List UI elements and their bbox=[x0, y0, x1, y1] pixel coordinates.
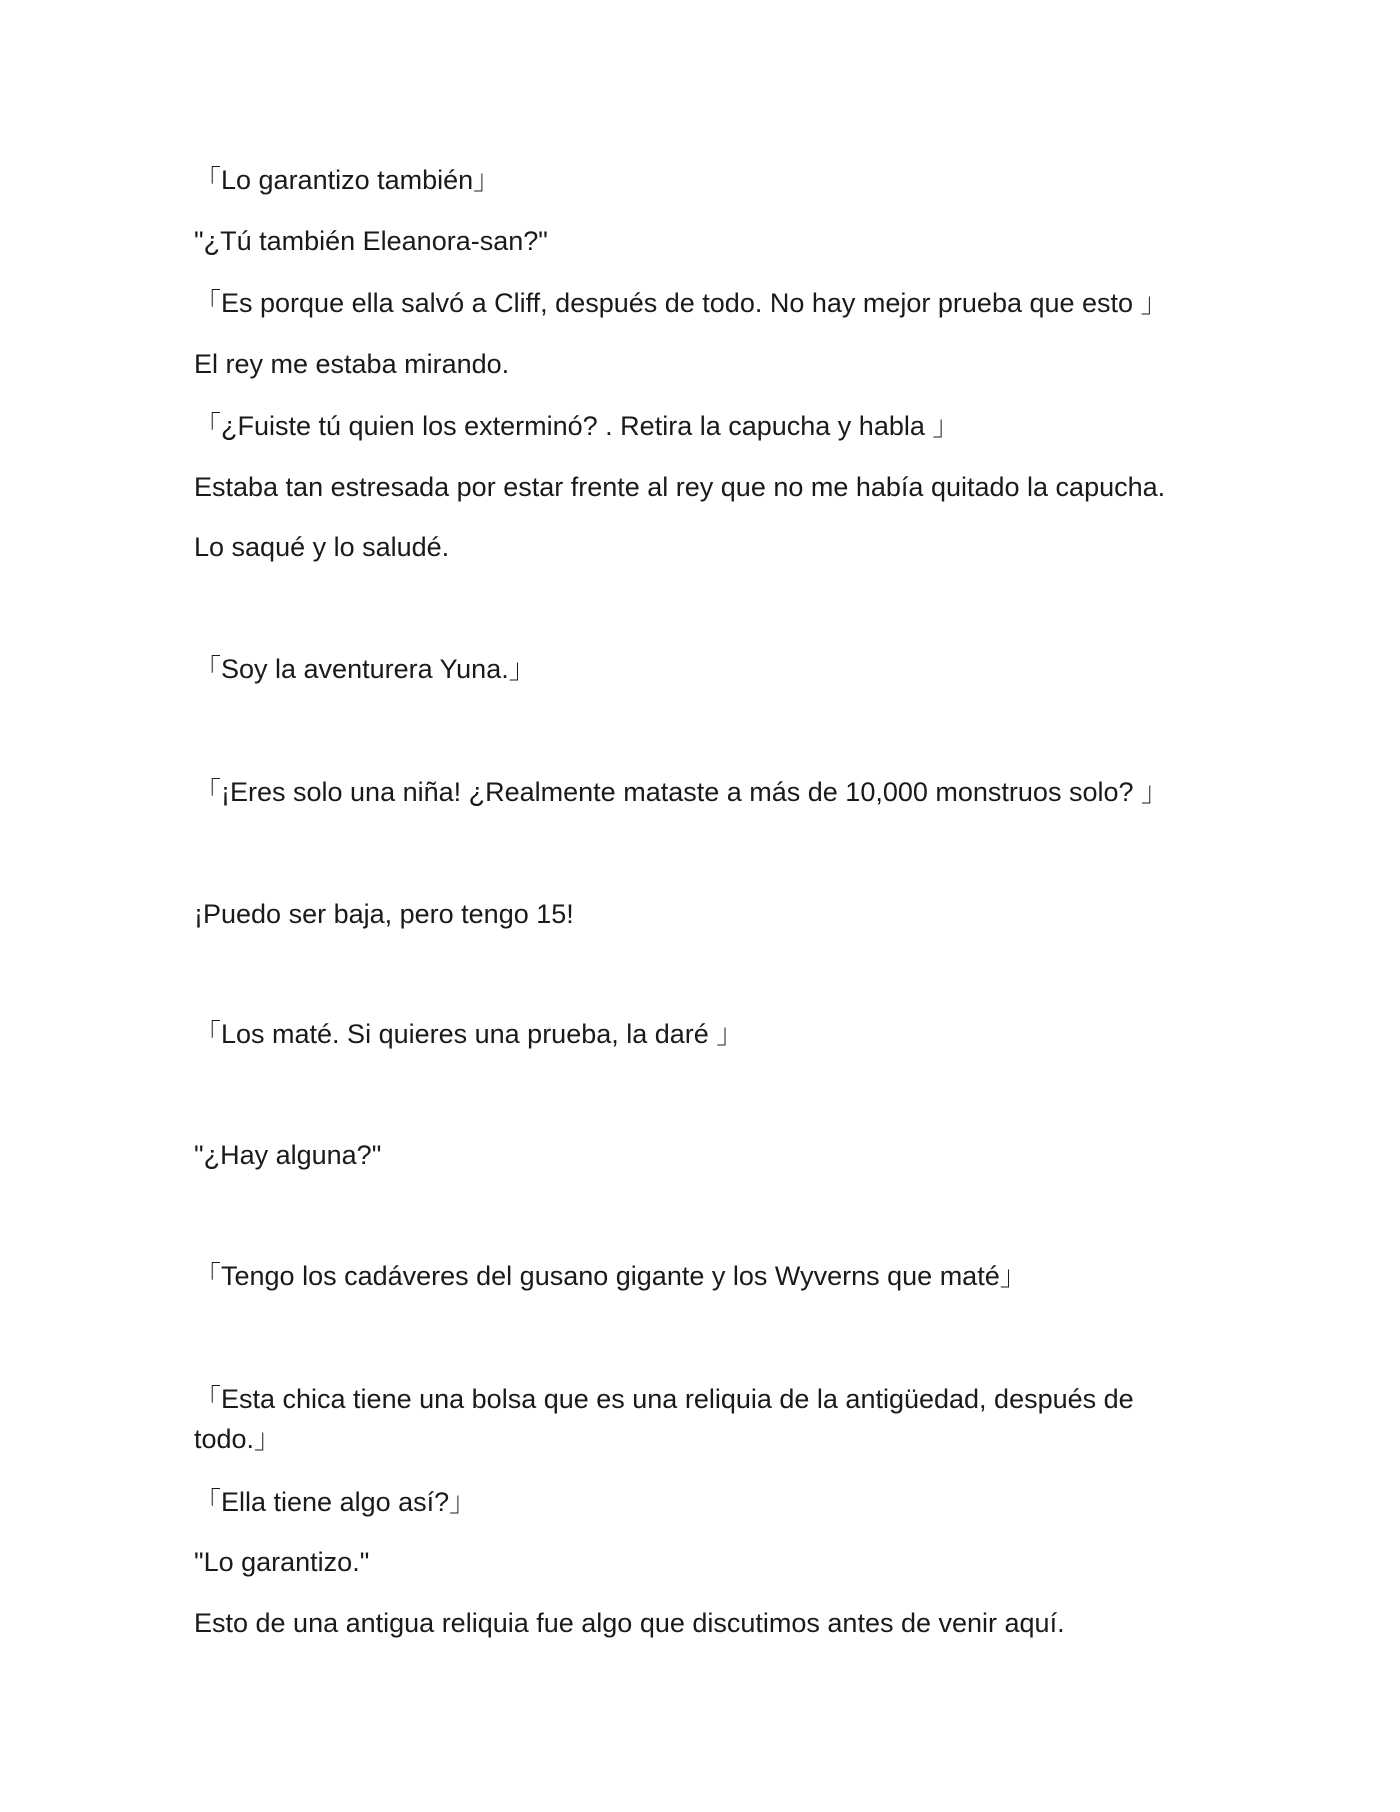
paragraph-line: 「¡Eres solo una niña! ¿Realmente mataste a más de 10,000 monstruos solo? 」 bbox=[194, 777, 1168, 807]
paragraph-line: 「Los maté. Si quieres una prueba, la daré 」 bbox=[194, 1019, 744, 1049]
paragraph-line: El rey me estaba mirando. bbox=[194, 349, 510, 379]
paragraph-line: 「Soy la aventurera Yuna.」 bbox=[194, 654, 536, 684]
paragraph-line: "¿Hay alguna?" bbox=[194, 1140, 382, 1170]
paragraph-line: ¡Puedo ser baja, pero tengo 15! bbox=[194, 899, 574, 929]
paragraph-line: 「Tengo los cadáveres del gusano gigante y los Wyverns que maté」 bbox=[194, 1261, 1027, 1291]
paragraph-line: "Lo garantizo." bbox=[194, 1547, 370, 1577]
paragraph-line: Estaba tan estresada por estar frente al rey que no me había quitado la capucha. bbox=[194, 472, 1166, 502]
paragraph-line: "¿Tú también Eleanora-san?" bbox=[194, 226, 548, 256]
paragraph-line: Lo saqué y lo saludé. bbox=[194, 532, 450, 562]
paragraph-line: 「Es porque ella salvó a Cliff, después de todo. No hay mejor prueba que esto 」 bbox=[194, 288, 1168, 318]
paragraph-line: 「Ella tiene algo así?」 bbox=[194, 1487, 477, 1517]
paragraph-line: Esto de una antigua reliquia fue algo que discutimos antes de venir aquí. bbox=[194, 1608, 1065, 1638]
paragraph-line: 「Esta chica tiene una bolsa que es una reliquia de la antigüedad, después de todo.」 bbox=[194, 1384, 1142, 1454]
paragraph-line: 「¿Fuiste tú quien los exterminó? . Retira la capucha y habla 」 bbox=[194, 411, 960, 441]
paragraph-line: 「Lo garantizo también」 bbox=[194, 165, 501, 195]
